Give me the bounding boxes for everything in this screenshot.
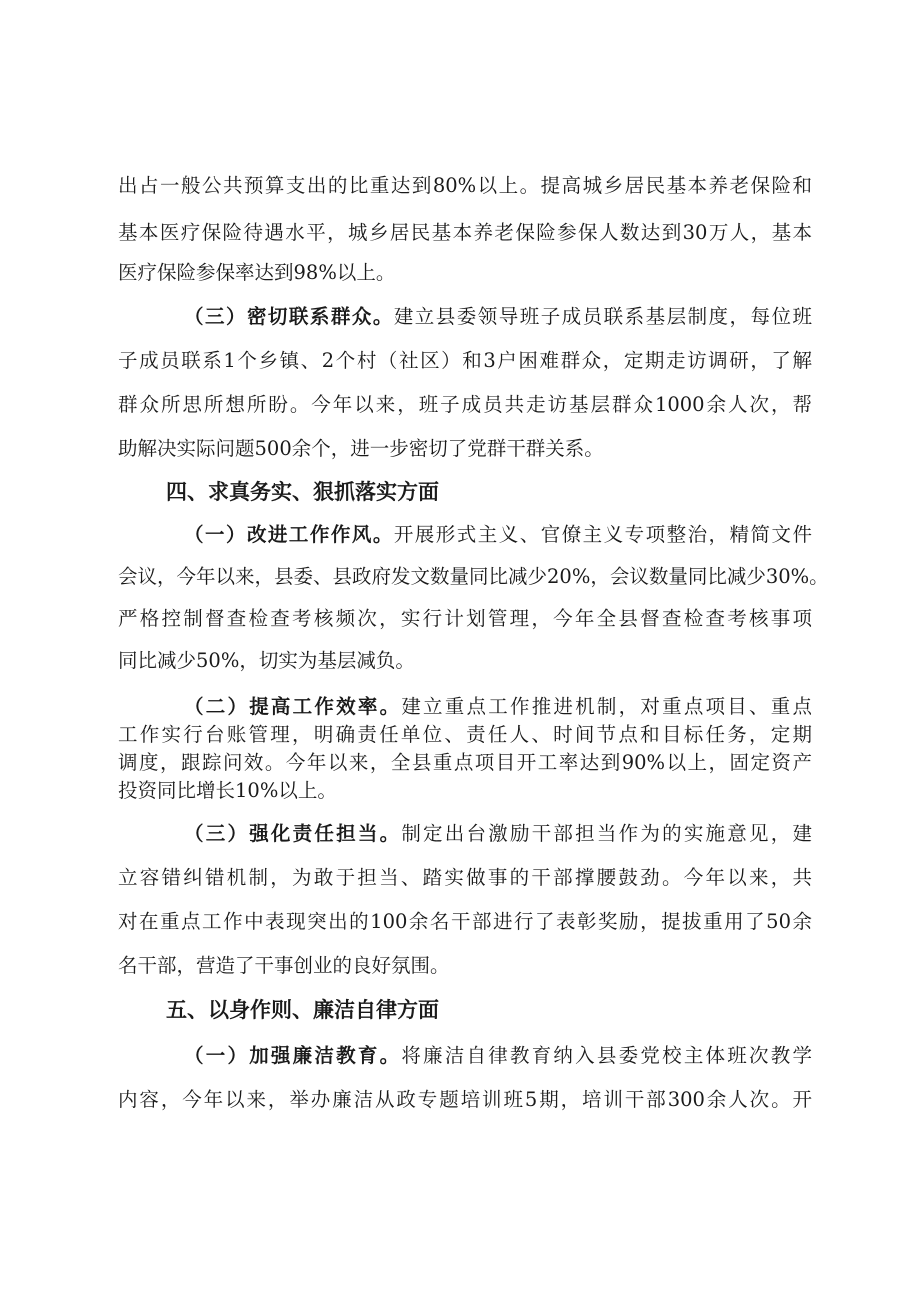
subsection-title: （二）提高工作效率。 bbox=[184, 695, 402, 718]
subsection-title: （三）密切联系群众。 bbox=[184, 305, 394, 328]
subsection-title: （一）改进工作作风。 bbox=[184, 523, 394, 546]
paragraph-text: 制定出台激励干部担当作为的实施意见，建 bbox=[401, 822, 812, 845]
paragraph-first-line bbox=[184, 303, 812, 331]
paragraph-text: 开展形式主义、官僚主义专项整治，精简文件 bbox=[393, 523, 812, 546]
paragraph-line: 调度，跟踪问效。今年以来，全县重点项目开工率达到90%以上，固定资产 bbox=[118, 751, 812, 774]
paragraph-first-line bbox=[184, 693, 812, 721]
paragraph-first-line bbox=[184, 1042, 812, 1070]
paragraph-line: 内容，今年以来，举办廉洁从政专题培训班5期，培训干部300余人次。开 bbox=[118, 1088, 812, 1111]
paragraph-line: 同比减少50%，切实为基层减负。 bbox=[118, 649, 415, 672]
paragraph-line: 基本医疗保险待遇水平，城乡居民基本养老保险参保人数达到30万人，基本 bbox=[118, 221, 812, 244]
paragraph-line: 医疗保险参保率达到98%以上。 bbox=[118, 261, 396, 284]
paragraph-text: 建立重点工作推进机制，对重点项目、重点 bbox=[401, 695, 812, 718]
paragraph-line: 对在重点工作中表现突出的100余名干部进行了表彰奖励，提拔重用了50余 bbox=[118, 910, 812, 933]
paragraph-line: 子成员联系1个乡镇、2个村（社区）和3户困难群众，定期走访调研，了解 bbox=[118, 349, 812, 372]
paragraph-line: 严格控制督查检查考核频次，实行计划管理，今年全县督查检查考核事项 bbox=[118, 607, 812, 630]
paragraph-line: 名干部，营造了干事创业的良好氛围。 bbox=[118, 954, 450, 977]
paragraph-first-line bbox=[184, 820, 812, 848]
paragraph-line: 工作实行台账管理，明确责任单位、责任人、时间节点和目标任务，定期 bbox=[118, 723, 812, 746]
subsection-title: （三）强化责任担当。 bbox=[184, 822, 402, 845]
paragraph-text: 将廉洁自律教育纳入县委党校主体班次教学 bbox=[401, 1044, 812, 1067]
paragraph-line: 助解决实际问题500余个，进一步密切了党群干群关系。 bbox=[118, 437, 604, 460]
paragraph-text: 建立县委领导班子成员联系基层制度，每位班 bbox=[393, 305, 812, 328]
section-heading: 四、求真务实、狠抓落实方面 bbox=[166, 480, 439, 504]
paragraph-line: 会议，今年以来，县委、县政府发文数量同比减少20%，会议数量同比减少30%。 bbox=[118, 565, 829, 588]
paragraph-line: 出占一般公共预算支出的比重达到80%以上。提高城乡居民基本养老保险和 bbox=[118, 174, 812, 197]
subsection-title: （一）加强廉洁教育。 bbox=[184, 1044, 402, 1067]
paragraph-line: 投资同比增长10%以上。 bbox=[118, 779, 337, 802]
section-heading: 五、以身作则、廉洁自律方面 bbox=[166, 998, 439, 1022]
paragraph-first-line bbox=[184, 521, 812, 549]
paragraph-line: 群众所思所想所盼。今年以来，班子成员共走访基层群众1000余人次，帮 bbox=[118, 393, 812, 416]
paragraph-line: 立容错纠错机制，为敢于担当、踏实做事的干部撑腰鼓劲。今年以来，共 bbox=[118, 866, 812, 889]
